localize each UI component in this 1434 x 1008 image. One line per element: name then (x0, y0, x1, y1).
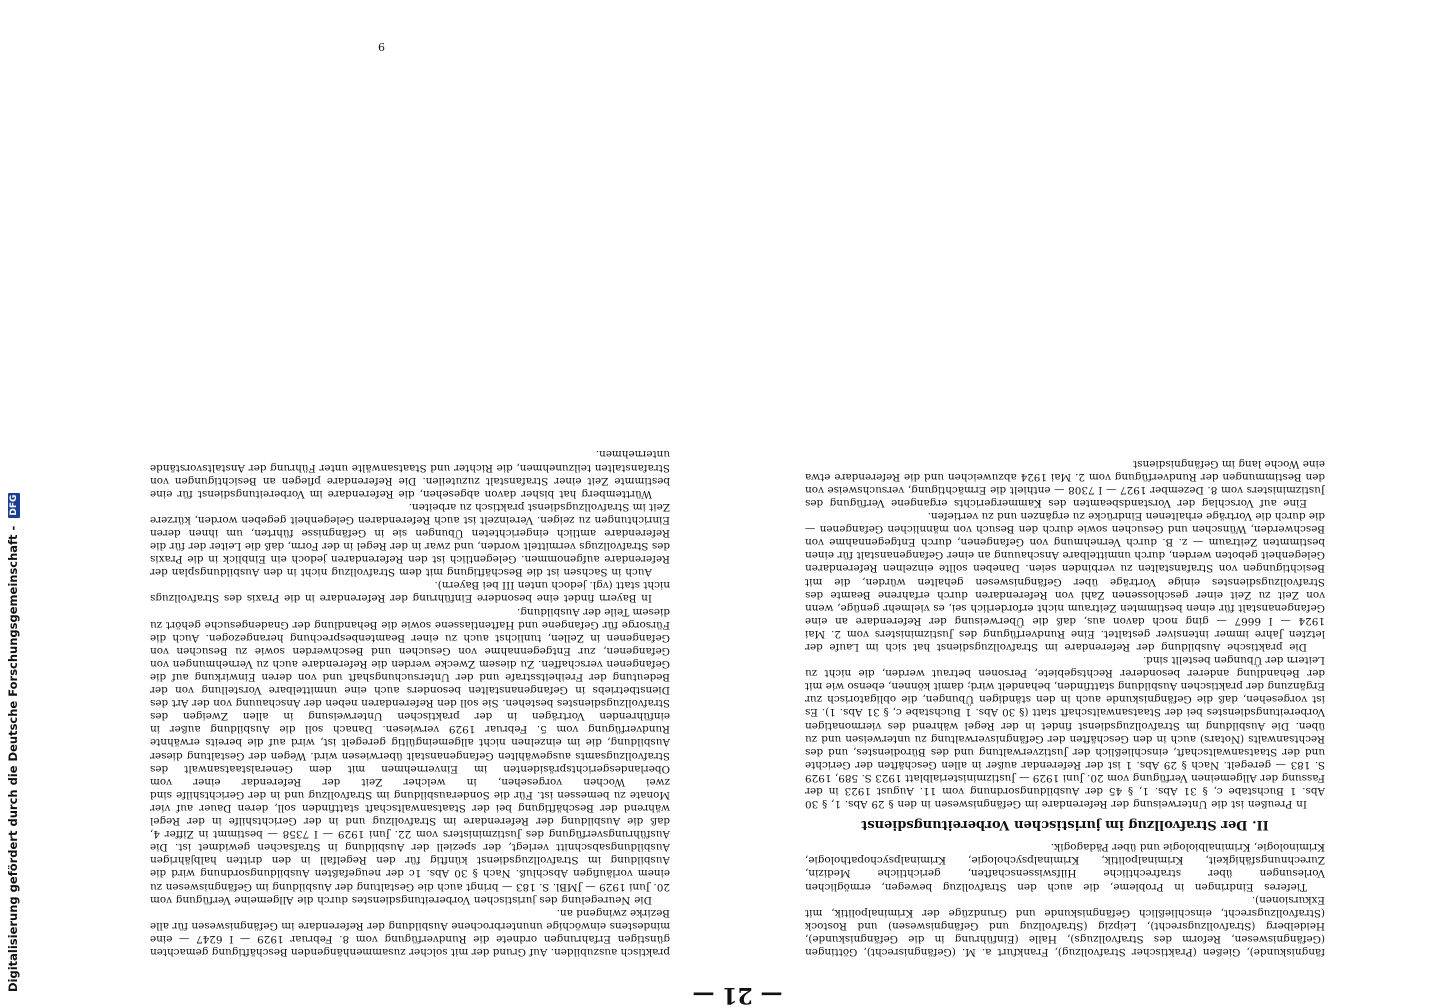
paragraph: In Preußen ist die Unterweisung der Referendare im Gefängniswesen in den § 29 Abs. 1, § 30 Abs. 1 Buchstabe c, § 31 Abs. 1, § 45 der Ausbildungsordnung vom 11. August 1923 in der Fassung der Allgemeinen Verfügung vom 20. Juni 1929 — Justizministerialblatt 1923 S. 589, 1929 S. 183 — geregelt. Nach § 29 Abs. 1 ist der Referendar außer in allen Geschäften der Gerichte und der Staatsanwaltschaft, einschließlich der Justizverwaltung und des Bürodienstes, und des Rechtsanwalts (Notars) auch in den Geschäften der Gefängnisverwaltung zu unterweisen und zu üben. Die Ausbildung im Strafvollzugsdienst findet in der Regel während des viermonatigen Vorbereitungsdienstes bei der Staatsanwaltschaft statt (§ 30 Abs. 1 Buchstabe c, § 31 Abs. 1). Es ist vorgesehen, daß die Gefängniskunde auch in den ständigen Übungen, die obligatorisch zur Ergänzung der praktischen Ausbildung stattfinden, behandelt wird; damit können, ebenso wie mit der Behandlung anderer besonderer Rechtsgebiete, Personen betraut werden, die nicht zu Leitern der Übungen bestellt sind. (805, 654, 1325, 811)
funding-notice-text: Digitalisierung gefördert durch die Deutsche Forschungsgemeinschaft - (6, 525, 20, 992)
paragraph: praktisch auszubilden. Auf Grund der mit solcher zusammenhängenden Beschäftigung gemachten günstigen Erfahrungen ordnete die Rundverfügung vom 8. Februar 1929 — I 6247 — eine mindestens einwöchige ununterbrochene Ausbildung der Referendare im Gefängniswesen für alle Bezirke zwingend an. (150, 906, 670, 958)
paragraph: Auch in Sachsen ist die Beschäftigung mit dem Strafvollzug nicht in den Ausbildungsplan der Referendare aufgenommen. Gelegentlich ist den Referendaren jedoch ein Einblick in die Praxis des Strafvollzugs vermittelt worden, und zwar in der Regel in der Form, daß die Leiter der für die Referendare amtlich eingerichteten Übungen sie in Gefängnisse führten, um ihnen deren Einrichtungen zu zeigen. Vereinzelt ist auch Referendaren Gelegenheit gegeben worden, kürzere Zeit im Strafvollzugsdienst praktisch zu arbeiten. (150, 500, 670, 579)
paragraph: Die Neuregelung des juristischen Vorbereitungsdienstes durch die Allgemeine Verfügung vom 20. Juni 1929 — JMBl. S. 183 — bringt auch die Gestaltung der Ausbildung im Gefängniswesen zu einem vorläufigen Abschluß. Nach § 30 Abs. 1c der neugefaßten Ausbildungsordnung wird die Ausbildung im Strafvollzugsdienst künftig für den Regelfall in den dritten halbjährigen Ausbildungsabschnitt verlegt, der speziell der Ausbildung in Strafsachen gewidmet ist. Die Ausführungsverfügung des Justizministers vom 22. Juni 1929 — I 7358 — bestimmt in Ziffer 4, daß die Ausbildung der Referendare im Strafvollzug und in der Gerichtshilfe in der Regel während der Beschäftigung bei der Staatsanwaltschaft stattfinden soll, deren Dauer auf vier Monate zu bemessen ist. Für die Sonderausbildung im Strafvollzug und in der Gerichtshilfe sind zwei Wochen vorgesehen, in welcher Zeit der Referendar einer vom Oberlandesgerichtspräsidenten im Einvernehmen mit dem Generalstaatsanwalt des Strafvollzugsamts ausgewählten Gefangenanstalt überwiesen wird. Wegen der Gestaltung dieser Ausbildung, die im einzelnen nicht allgemeingültig geregelt ist, wird auf die bereits erwähnte Rundverfügung vom 5. Februar 1929 verwiesen. Danach soll die Ausbildung außer in einführenden Vorträgen in der praktischen Unterweisung in allen Zweigen des Strafvollzugsdienstes bestehen. Sie soll den Referendaren neben der Anschauung von der Art des Dienstbetriebs in Gefangenanstalten besonders auch eine unmittelbare Vorstellung von der Bedeutung der Freiheitsstrafe und der Untersuchungshaft und von deren Einwirkung auf die Gefangenen verschaffen. Zu diesem Zwecke werden die Referendare auch zu Vernehmungen von Gefangenen, zur Entgegennahme von Gesuchen und Beschwerden sowie zu Besuchen von Gefangenen in Zellen, tunlichst auch zu einer Beamtenbesprechung herangezogen. Auch die Fürsorge für Gefangene und Haftentlassene sowie die Behandlung der Gnadengesuche gehört zu diesem Teile der Ausbildung. (150, 605, 670, 906)
paragraph: Württemberg hat bisher davon abgesehen, die Referendare im Vorbereitungsdienst für eine bestimmte Zeit einer Strafanstalt zuzuteilen. Die Referendare pflegen an Besichtigungen von Strafanstalten teilzunehmen, die Richter und Staatsanwälte unter Führung der Anstaltsvorstände unternehmen. (150, 448, 670, 500)
scanned-page (150, 40, 1325, 1008)
paragraph: Tieferes Eindringen in Probleme, die auch den Strafvollzug bewegen, ermöglichen Vorlesungen über strafrechtliche Hilfswissenschaften, gerichtliche Medizin, Zurechnungsfähigkeit, Kriminalpolitik, Kriminalpsychologie, Kriminalpsychopathologie, Kriminologie, Kriminalbiologie und über Pädagogik. (805, 841, 1325, 893)
paragraph: Eine auf Vorschlag der Vorstandsbeamten des Kammergerichts ergangene Verfügung des Justizministers vom 8. Dezember 1927 — I 7308 — enthielt die Ermächtigung, versuchsweise von den Bestimmungen der Rundverfügung vom 2. Mai 1924 abzuweichen und die Referendare etwa eine Woche lang im Gefängnisdienst (805, 457, 1325, 509)
dfg-logo: DFG (8, 494, 19, 516)
section-heading: II. Der Strafvollzug im juristischen Vorbereitungsdienst (861, 817, 1269, 833)
printer-signature: 9 (378, 40, 385, 53)
paragraph: fängniskunde), Gießen (Praktischer Strafvollzug), Frankfurt a. M. (Gefängnisrecht), Göttingen (Gefängniswesen, Reform des Strafvollzugs), Halle (Einführung in die Gefängniskunde), Heidelberg (Strafvollzugsrecht), Leipzig (Strafvollzug und Gefängniswesen) und Rostock (Strafvollzugsrecht, einschließlich Gefängniskunde und Grundzüge der Kriminalpolitik, mit Exkursionen). (805, 893, 1325, 958)
paragraph: In Bayern findet eine besondere Einführung der Referendare in die Praxis des Strafvollzugs nicht statt (vgl. jedoch unten III bei Bayern). (150, 579, 670, 605)
left-column (805, 78, 1325, 958)
paragraph: Die praktische Ausbildung der Referendare im Strafvollzugsdienst hat sich im Laufe der letzten Jahre immer intensiver gestaltet. Eine Rundverfügung des Justizministers vom 2. Mai 1924 — I 6667 — ging noch davon aus, daß die Überweisung der Referendare an eine Gefangenanstalt für einen bestimmten Zeitraum nicht erforderlich sei, es vielmehr genüge, wenn von Zeit zu Zeit einer geschlossenen Zahl von Referendaren durch erfahrene Beamte des Strafvollzugsdienstes einige Vorträge über Gefängniswesen gehalten würden, die mit Besichtigungen von Strafanstalten zu verbinden seien. Daneben sollte einzelnen Referendaren Gelegenheit geboten werden, durch unmittelbare Anschauung an einer Gefangenanstalt für einen bestimmten Zeitraum — z. B. durch Vernehmung von Gefangenen, durch Entgegennahme von Beschwerden, Wünschen und Gesuchen sowie durch den Besuch von männlichen Gefangenen — die durch die Vorträge erhaltenen Eindrücke zu ergänzen und zu vertiefen. (805, 510, 1325, 654)
page-number: — 21 — (692, 982, 783, 1008)
right-column (150, 78, 670, 958)
